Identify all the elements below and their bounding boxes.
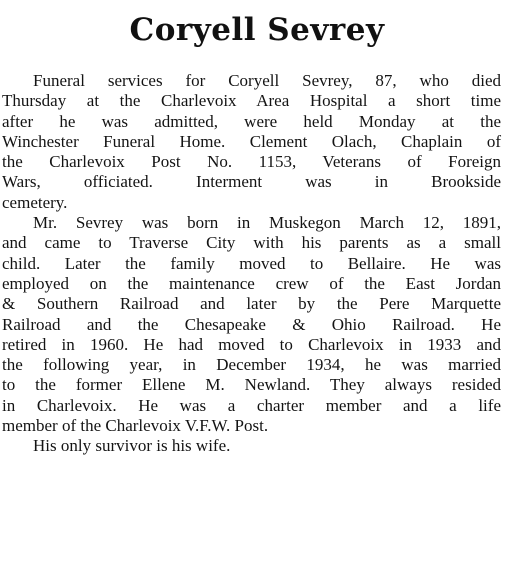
text-line: Railroad and the Chesapeake & Ohio Railroad. He	[2, 314, 501, 334]
text-line: and came to Traverse City with his parents as a small	[2, 233, 501, 253]
paragraph-1	[2, 71, 501, 213]
text-line: cemetery.	[2, 192, 68, 212]
paragraph-2	[2, 213, 501, 436]
text-line: employed on the maintenance crew of the East Jordan	[2, 273, 501, 293]
text-line: in Charlevoix. He was a charter member and a life	[2, 395, 501, 415]
text-line: Winchester Funeral Home. Clement Olach, Chaplain of	[2, 131, 501, 151]
text-line: Wars, officiated. Interment was in Brookside	[2, 172, 501, 192]
text-line: member of the Charlevoix V.F.W. Post.	[2, 416, 269, 436]
text-line: Funeral services for Coryell Sevrey, 87, who died	[33, 71, 501, 90]
text-line: to the former Ellene M. Newland. They always resided	[2, 375, 501, 395]
text-line: the following year, in December 1934, he was married	[2, 355, 501, 375]
text-line: & Southern Railroad and later by the Pere Marquette	[2, 294, 501, 314]
text-line: after he was admitted, were held Monday at the	[2, 111, 501, 131]
text-line: child. Later the family moved to Bellaire. He was	[2, 253, 501, 273]
text-line: Thursday at the Charlevoix Area Hospital a short time	[2, 91, 501, 111]
headline: Coryell Sevrey	[129, 12, 385, 48]
text-line: Mr. Sevrey was born in Muskegon March 12, 1891,	[33, 213, 501, 233]
text-line: retired in 1960. He had moved to Charlevoix in 1933 and	[2, 334, 501, 354]
paragraph-3	[33, 436, 501, 456]
text-line: His only survivor is his wife.	[33, 436, 231, 456]
text-line: the Charlevoix Post No. 1153, Veterans of Foreign	[2, 152, 501, 172]
article-body	[2, 71, 501, 457]
